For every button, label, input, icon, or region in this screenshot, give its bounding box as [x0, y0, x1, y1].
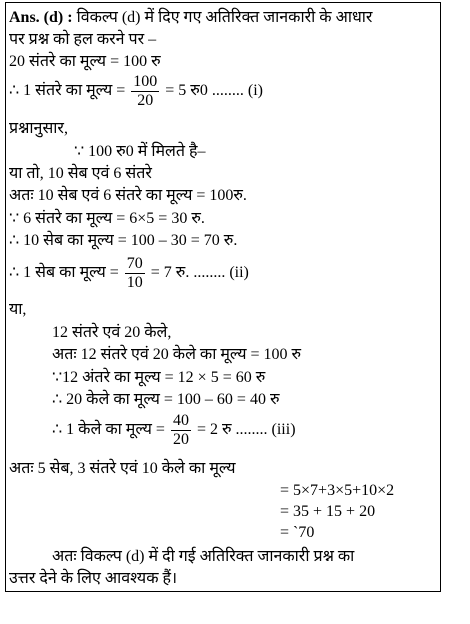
calc-line-3: = `70	[280, 524, 315, 541]
either-line: या तो, 10 सेब एवं 6 संतरे	[9, 165, 152, 182]
fraction-denominator: 10	[126, 274, 143, 291]
one-orange-fraction	[131, 73, 159, 110]
intro-line-1: विकल्प (d) में दिए गए अतिरिक्त जानकारी के आधार	[76, 9, 373, 26]
one-banana-prefix: ∴ 1 केले का मूल्य =	[52, 421, 165, 439]
fraction-numerator: 100	[133, 73, 158, 90]
line-20-oranges: 20 संतरे का मूल्य = 100 रु	[9, 53, 161, 70]
one-apple-line	[9, 255, 249, 292]
or-line: या,	[9, 301, 27, 318]
twelve-oranges: ∵12 अंतरे का मूल्य = 12 × 5 = 60 रु	[52, 369, 266, 386]
one-orange-suffix: = 5 रु0 ........ (i)	[165, 82, 263, 100]
one-apple-fraction	[125, 255, 145, 292]
ten-apples: ∴ 10 सेब का मूल्य = 100 – 30 = 70 रु.	[9, 232, 238, 249]
intro-line-2: पर प्रश्न को हल करने पर –	[9, 31, 157, 48]
fraction-numerator: 70	[126, 255, 143, 272]
one-apple-suffix: = 7 रु. ........ (ii)	[150, 264, 249, 282]
calc-line-1: = 5×7+3×5+10×2	[280, 482, 395, 499]
one-orange-line	[9, 73, 263, 110]
one-banana-fraction	[171, 412, 191, 449]
therefore-cost: अतः 10 सेब एवं 6 संतरे का मूल्य = 100रु.	[9, 187, 247, 204]
fraction-numerator: 40	[172, 412, 189, 429]
prashnanusar: प्रश्नानुसार,	[9, 120, 68, 137]
answer-first-line	[9, 9, 372, 27]
calc-line-2: = 35 + 15 + 20	[280, 503, 376, 520]
fraction-denominator: 20	[137, 92, 154, 109]
answer-label: Ans. (d) :	[9, 9, 73, 26]
twenty-bananas: ∴ 20 केले का मूल्य = 100 – 60 = 40 रु	[52, 391, 280, 408]
one-apple-prefix: ∴ 1 सेब का मूल्य =	[9, 264, 119, 282]
fraction-denominator: 20	[172, 431, 189, 448]
conclusion-line-2: उत्तर देने के लिए आवश्यक हैं।	[9, 570, 178, 587]
therefore-cost-2: अतः 12 संतरे एवं 20 केले का मूल्य = 100 रु	[52, 346, 302, 363]
oranges-bananas: 12 संतरे एवं 20 केले,	[52, 324, 172, 341]
one-banana-suffix: = 2 रु ........ (iii)	[196, 421, 296, 439]
final-intro: अतः 5 सेब, 3 संतरे एवं 10 केले का मूल्य	[9, 460, 236, 477]
since-100: ∵ 100 रु0 में मिलते है–	[74, 143, 206, 160]
one-orange-prefix: ∴ 1 संतरे का मूल्य =	[9, 82, 126, 100]
conclusion-line-1: अतः विकल्प (d) में दी गई अतिरिक्त जानकारी प्रश्न का	[52, 548, 355, 565]
six-oranges: ∵ 6 संतरे का मूल्य = 6×5 = 30 रु.	[9, 210, 205, 227]
one-banana-line	[52, 412, 296, 449]
